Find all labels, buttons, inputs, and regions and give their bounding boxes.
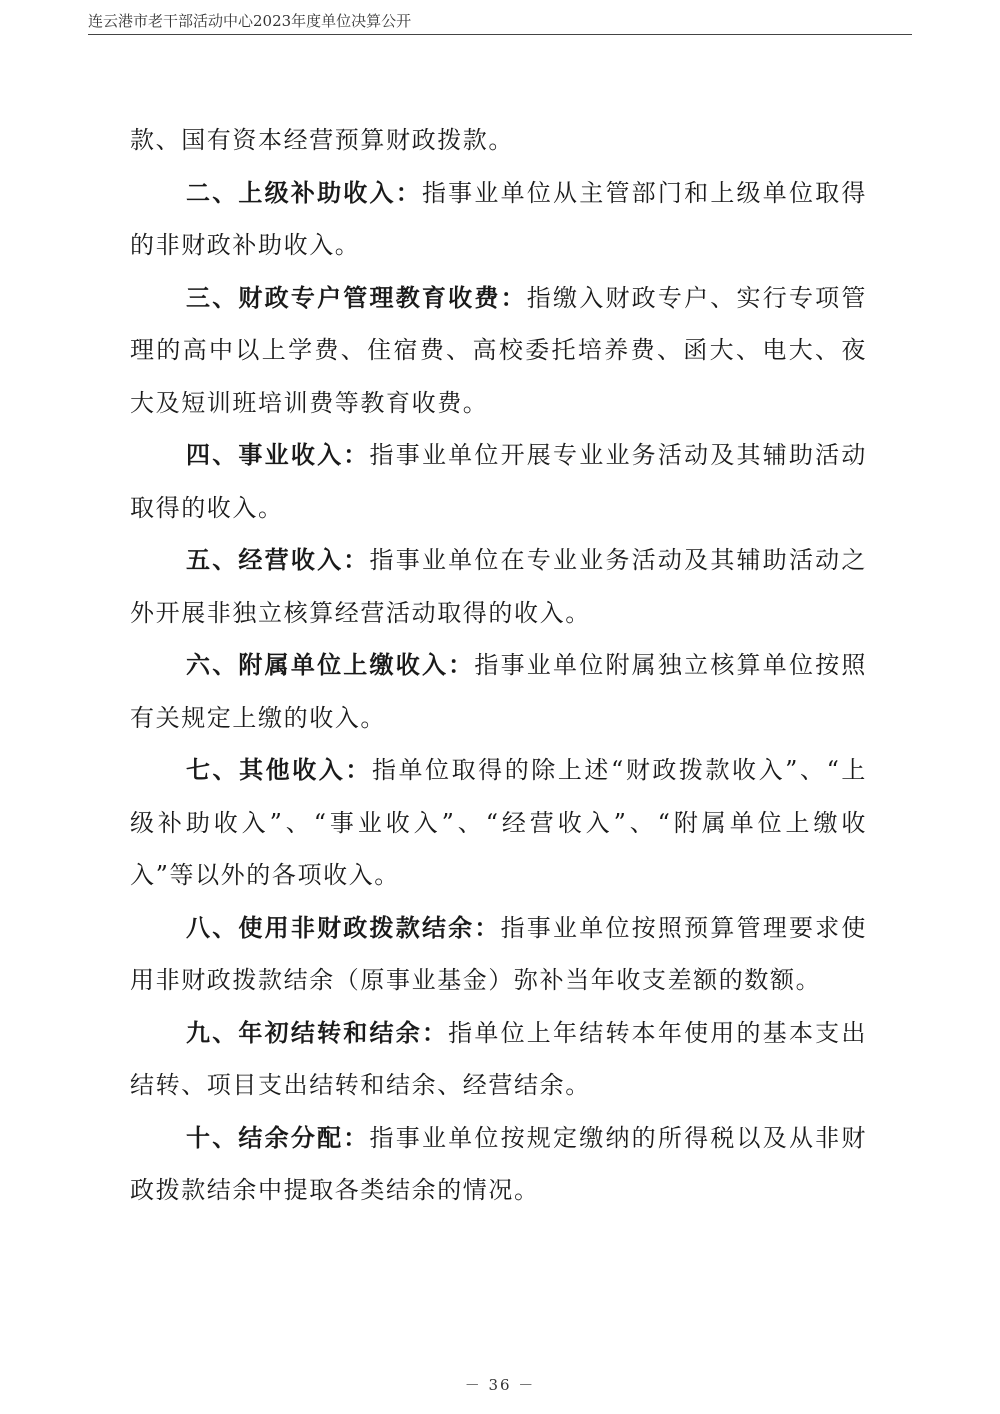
definition-term: 十、结余分配：	[186, 1123, 370, 1152]
definition-text: 指事业单位按照预算管理要求使用非财政拨款结余（原事业基金）弥补当年收支差额的数额。	[130, 913, 867, 994]
definition-term: 三、财政专户管理教育收费：	[186, 283, 527, 312]
definition-paragraph-3	[130, 272, 867, 430]
header-title: 连云港市老干部活动中心2023年度单位决算公开	[88, 12, 412, 30]
definition-paragraph-4	[130, 429, 867, 534]
definition-text: 指缴入财政专户、实行专项管理的高中以上学费、住宿费、高校委托培养费、函大、电大、夜大及短训班培训费等教育收费。	[130, 283, 867, 417]
definition-paragraph-2	[130, 167, 867, 272]
definition-text: 指事业单位开展专业业务活动及其辅助活动取得的收入。	[130, 441, 867, 522]
page-number: － 36 －	[464, 1376, 536, 1394]
intro-paragraph: 款、国有资本经营预算财政拨款。	[130, 126, 514, 154]
definition-term: 二、上级补助收入：	[186, 178, 422, 207]
definition-paragraph-5	[130, 534, 867, 639]
definition-text: 指事业单位附属独立核算单位按照有关规定上缴的收入。	[130, 651, 867, 732]
definition-term: 四、事业收入：	[186, 441, 370, 469]
definition-paragraph-10	[130, 1112, 867, 1217]
definition-term: 八、使用非财政拨款结余：	[186, 913, 501, 942]
definition-text: 指单位取得的除上述“财政拨款收入”、“上级补助收入”、“事业收入”、“经营收入”、“附属单位上缴收入”等以外的各项收入。	[130, 756, 868, 889]
definition-text: 指事业单位在专业业务活动及其辅助活动之外开展非独立核算经营活动取得的收入。	[130, 546, 867, 627]
definition-paragraph-6	[130, 639, 867, 744]
definition-term: 七、其他收入：	[186, 756, 372, 784]
page-header	[88, 10, 912, 35]
definition-paragraph-8	[130, 902, 867, 1007]
definition-text: 指单位上年结转本年使用的基本支出结转、项目支出结转和结余、经营结余。	[130, 1018, 867, 1099]
definition-paragraph-9	[130, 1007, 867, 1112]
definition-term: 五、经营收入：	[186, 546, 370, 574]
definition-text: 指事业单位从主管部门和上级单位取得的非财政补助收入。	[130, 178, 868, 259]
definition-paragraph-7	[130, 744, 867, 902]
definition-term: 九、年初结转和结余：	[186, 1018, 449, 1047]
definition-text: 指事业单位按规定缴纳的所得税以及从非财政拨款结余中提取各类结余的情况。	[130, 1123, 867, 1204]
document-body	[130, 114, 867, 1217]
definition-term: 六、附属单位上缴收入：	[186, 651, 475, 679]
